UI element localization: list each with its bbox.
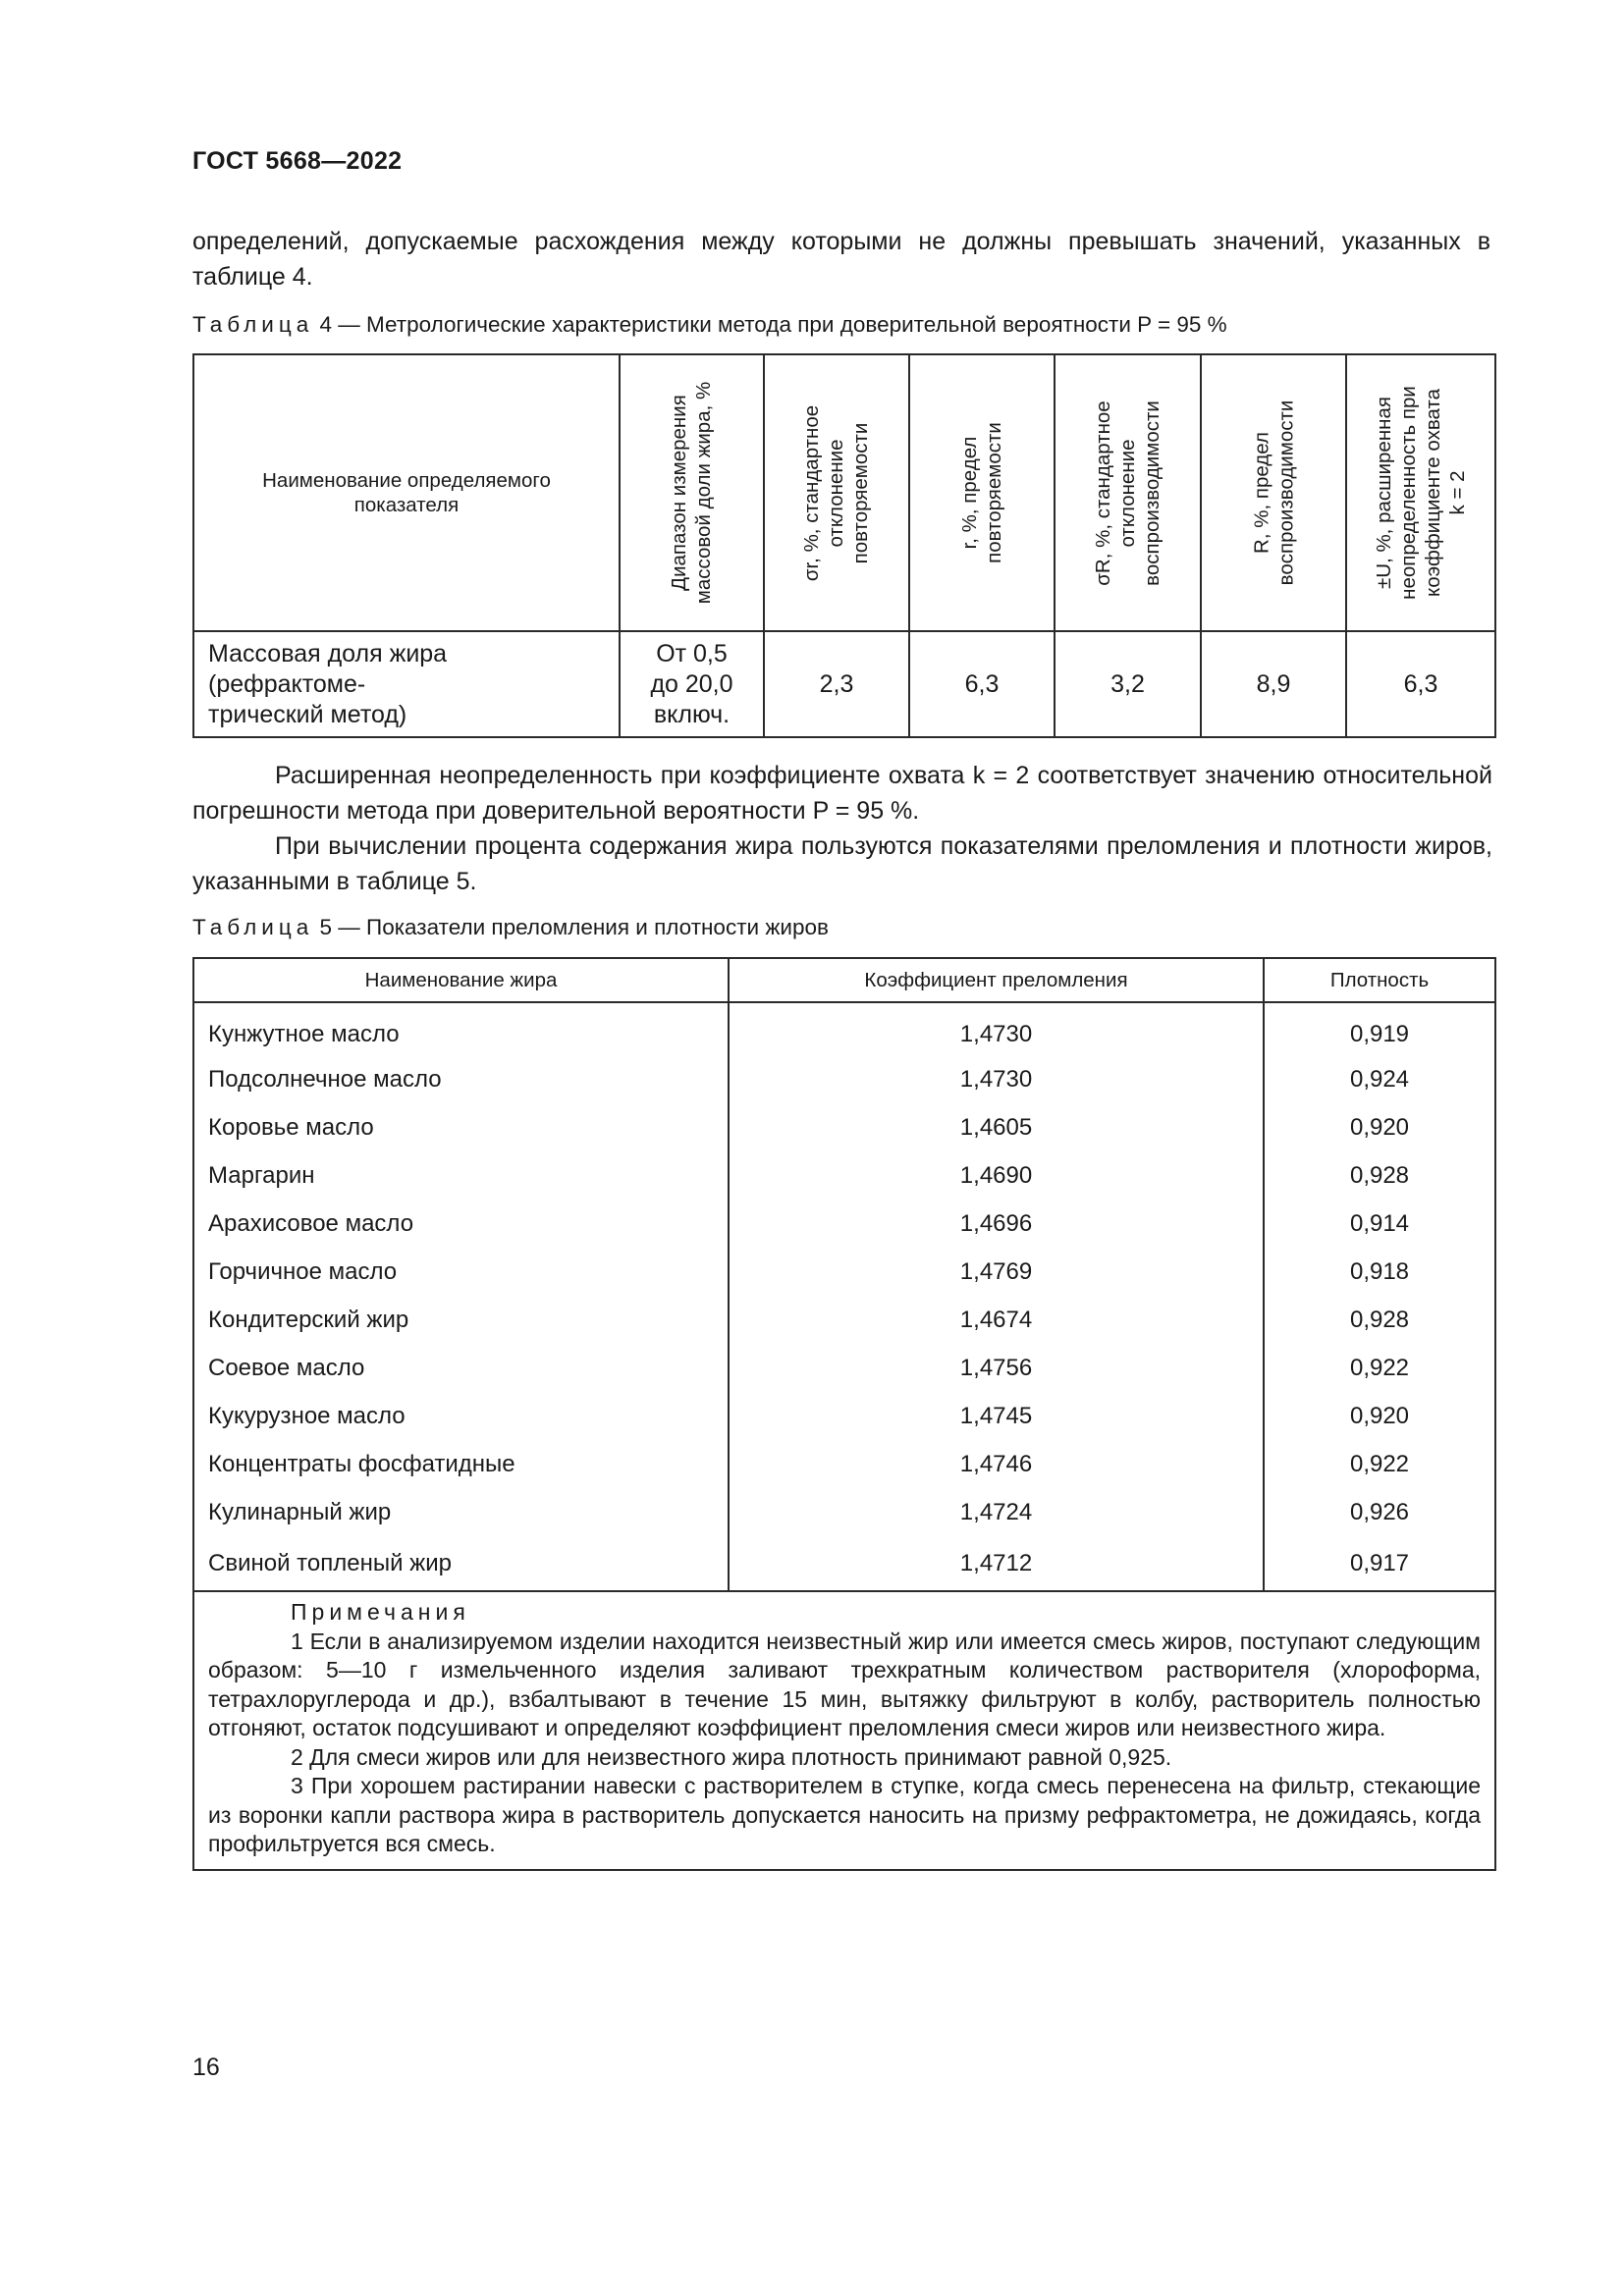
table5-caption-text: 5 — Показатели преломления и плотности жиров [319,915,829,939]
note-3: 3 При хорошем растирании навески с растворителем в ступке, когда смесь перенесена на фильтр, стекающие из воронки капли раствора жира в растворитель допускается наносить на призму рефрактометра, не дожидаясь, когда профильтруется вся смесь. [208,1773,1481,1856]
refraction-cell: 1,4769 [729,1248,1264,1296]
cell-range-line1: От 0,5 [656,639,728,667]
refraction-cell: 1,4756 [729,1344,1264,1392]
header-uncertainty-line4: k = 2 [1446,470,1470,515]
header-r-limit-line1: r, %, предел [957,436,981,550]
header-sigma-R [1055,354,1201,631]
fat-properties-table [192,957,1496,1871]
cell-indicator-line2: трический метод) [208,700,407,728]
cell-range-line3: включ. [653,700,731,728]
header-refraction: Коэффициент преломления [729,958,1264,1002]
fat-name-cell: Кунжутное масло [193,1002,729,1055]
density-cell: 0,928 [1264,1151,1495,1200]
header-range-line2: массовой доли жира, % [692,381,716,605]
cell-indicator-line1: Массовая доля жира (рефрактоме- [208,639,448,698]
paragraph-calculation: При вычислении процента содержания жира пользуются показателями преломления и плотности жиров, указанными в таблице 5. [192,832,1492,895]
page-number: 16 [192,2054,220,2081]
refraction-cell: 1,4674 [729,1296,1264,1344]
fat-name-cell: Соевое масло [193,1344,729,1392]
density-cell: 0,918 [1264,1248,1495,1296]
header-uncertainty-line2: неопределенность при [1397,386,1421,600]
paragraph-uncertainty: Расширенная неопределенность при коэффициенте охвата k = 2 соответствует значению относительной погрешности метода при доверительной вероятности P = 95 %. [192,762,1492,825]
header-sigma-R-line3: воспроизводимости [1141,400,1164,586]
note-2: 2 Для смеси жиров или для неизвестного жира плотность принимают равной 0,925. [291,1743,1172,1770]
table5-header-row [193,958,1495,1002]
fat-name-cell: Свиной топленый жир [193,1536,729,1591]
cell-indicator [193,631,620,737]
table-row [193,1344,1495,1392]
intro-paragraph: определений, допускаемые расхождения между которыми не должны превышать значений, указанных в таблице 4. [192,228,1490,291]
density-cell: 0,917 [1264,1536,1495,1591]
table5-caption [192,915,829,940]
notes-cell [193,1591,1495,1870]
header-sigma-R-line1: σR, %, стандартное [1092,400,1114,586]
cell-sigma-r: 2,3 [764,631,909,737]
table4-caption-label: Таблица [192,312,314,337]
table-row [193,1392,1495,1440]
table4-caption-text: 4 — Метрологические характеристики метода при доверительной вероятности P = 95 % [319,312,1227,337]
header-density: Плотность [1264,958,1495,1002]
table-row [193,1055,1495,1103]
header-range [620,354,764,631]
table-row [193,1296,1495,1344]
density-cell: 0,920 [1264,1103,1495,1151]
cell-sigma-R: 3,2 [1055,631,1201,737]
table-row [193,1002,1495,1055]
header-fat-name: Наименование жира [193,958,729,1002]
cell-range-line2: до 20,0 [650,669,733,698]
header-uncertainty [1346,354,1495,631]
cell-R-limit: 8,9 [1201,631,1346,737]
note-1: 1 Если в анализируемом изделии находится неизвестный жир или имеется смесь жиров, поступают следующим образом: 5—10 г измельченного изделия заливают трехкратным количеством растворителя (хлороформа, тетрахлоруглерода и др.), взбалтывают в течение 15 мин, вытяжку фильтруют в колбу, растворитель полностью отгоняют, остаток подсушивают и определяют коэффициент преломления смеси жиров или неизвестного жира. [208,1628,1481,1740]
density-cell: 0,926 [1264,1488,1495,1536]
notes-row [193,1591,1495,1870]
table-row [193,1248,1495,1296]
refraction-cell: 1,4605 [729,1103,1264,1151]
density-cell: 0,920 [1264,1392,1495,1440]
metrology-table [192,353,1496,738]
header-sigma-r [764,354,909,631]
table4-caption [192,312,1227,338]
fat-name-cell: Коровье масло [193,1103,729,1151]
refraction-cell: 1,4696 [729,1200,1264,1248]
fat-name-cell: Кукурузное масло [193,1392,729,1440]
density-cell: 0,924 [1264,1055,1495,1103]
body-paragraphs [192,758,1492,899]
fat-name-cell: Арахисовое масло [193,1200,729,1248]
cell-range [620,631,764,737]
table4-header-row [193,354,1495,631]
fat-name-cell: Концентраты фосфатидные [193,1440,729,1488]
header-range-line1: Диапазон измерения [668,395,691,591]
refraction-cell: 1,4730 [729,1002,1264,1055]
header-R-limit [1201,354,1346,631]
refraction-cell: 1,4730 [729,1055,1264,1103]
fat-name-cell: Кулинарный жир [193,1488,729,1536]
density-cell: 0,914 [1264,1200,1495,1248]
density-cell: 0,919 [1264,1002,1495,1055]
table-row [193,1103,1495,1151]
fat-name-cell: Маргарин [193,1151,729,1200]
table-row [193,1536,1495,1591]
fat-name-cell: Горчичное масло [193,1248,729,1296]
table-row [193,1488,1495,1536]
header-sigma-r-line1: σr, %, стандартное [800,404,824,581]
header-r-limit [909,354,1055,631]
header-R-limit-line2: воспроизводимости [1274,400,1297,586]
table-row [193,1200,1495,1248]
header-r-limit-line2: повторяемости [982,422,1005,563]
cell-r-limit: 6,3 [909,631,1055,737]
header-sigma-r-line3: повторяемости [849,422,873,563]
fat-name-cell: Кондитерский жир [193,1296,729,1344]
refraction-cell: 1,4712 [729,1536,1264,1591]
table5-body [193,1002,1495,1591]
density-cell: 0,922 [1264,1440,1495,1488]
header-sigma-R-line2: отклонение [1116,438,1139,548]
header-indicator-name: Наименование определяемого показателя [193,354,620,631]
table-row [193,1151,1495,1200]
density-cell: 0,922 [1264,1344,1495,1392]
header-uncertainty-line3: коэффициенте охвата [1422,388,1445,598]
table5-caption-label: Таблица [192,915,314,939]
refraction-cell: 1,4724 [729,1488,1264,1536]
refraction-cell: 1,4690 [729,1151,1264,1200]
refraction-cell: 1,4746 [729,1440,1264,1488]
header-sigma-r-line2: отклонение [825,438,848,548]
table-row [193,1440,1495,1488]
density-cell: 0,928 [1264,1296,1495,1344]
table4-row [193,631,1495,737]
header-uncertainty-line1: ±U, %, расширенная [1373,397,1396,589]
fat-name-cell: Подсолнечное масло [193,1055,729,1103]
header-R-limit-line1: R, %, предел [1250,432,1272,554]
refraction-cell: 1,4745 [729,1392,1264,1440]
notes-title: Примечания [291,1599,470,1625]
cell-uncertainty: 6,3 [1346,631,1495,737]
document-code: ГОСТ 5668—2022 [192,147,403,175]
